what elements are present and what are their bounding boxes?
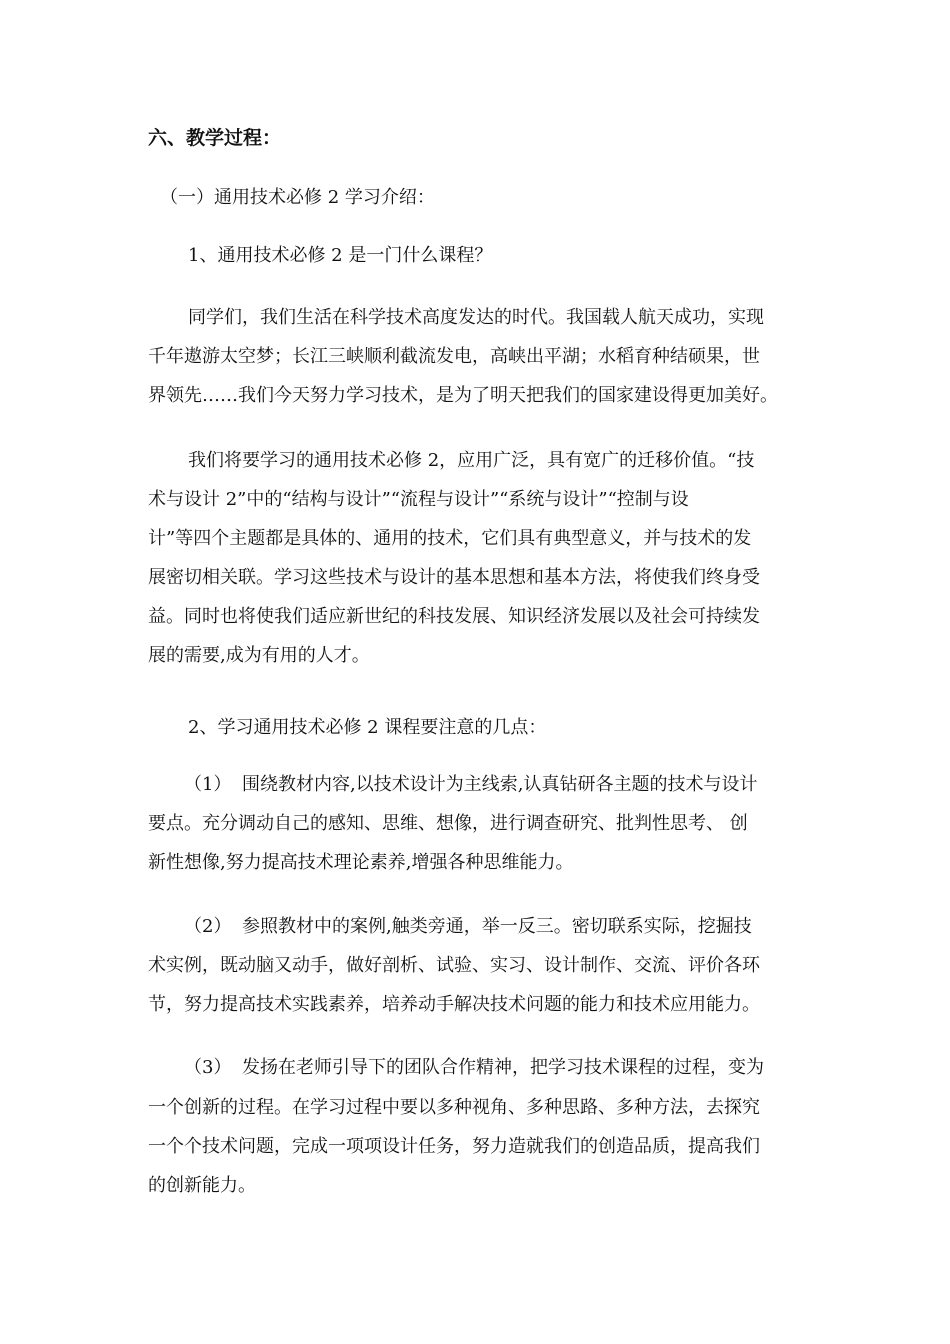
point-first-line [184,1056,844,1080]
point-line: 术实例，既动脑又动手，做好剖析、试验、实习、设计制作、交流、评价各环 [148,955,760,976]
point-line: 要点。充分调动自己的感知、思维、想像，进行调查研究、批判性思考、 创 [148,813,748,834]
subsection-title: （一）通用技术必修 2 学习介绍： [160,187,435,208]
point-number: （2） [184,916,232,937]
point-line: 新性想像,努力提高技术理论素养,增强各种思维能力。 [148,852,574,873]
point-first-line [184,773,844,797]
paragraph-line: 益。同时也将使我们适应新世纪的科技发展、知识经济发展以及社会可持续发 [148,606,760,627]
point-text: 参照教材中的案例,触类旁通，举一反三。密切联系实际，挖掘技 [242,916,752,937]
point-number: （3） [184,1057,232,1078]
point-first-line [184,915,844,939]
paragraph-line: 我们将要学习的通用技术必修 2，应用广泛，具有宽广的迁移价值。“技 [188,450,755,471]
point-number: （1） [184,774,232,795]
paragraph-line: 计”等四个主题都是具体的、通用的技术，它们具有典型意义，并与技术的发 [148,528,752,549]
paragraph-line: 界领先……我们今天努力学习技术，是为了明天把我们的国家建设得更加美好。 [148,385,778,406]
section-heading: 六、教学过程： [148,127,282,149]
point-line: 一个个技术问题，完成一项项设计任务，努力造就我们的创造品质，提高我们 [148,1136,760,1157]
paragraph-line: 同学们，我们生活在科学技术高度发达的时代。我国载人航天成功，实现 [188,307,764,328]
point-text: 发扬在老师引导下的团队合作精神，把学习技术课程的过程，变为 [242,1057,764,1078]
paragraph-line: 千年遨游太空梦；长江三峡顺利截流发电，高峡出平湖；水稻育种结硕果，世 [148,346,760,367]
point-text: 围绕教材内容,以技术设计为主线索,认真钻研各主题的技术与设计 [242,774,758,795]
paragraph-line: 术与设计 2”中的“结构与设计”“流程与设计”“系统与设计”“控制与设 [148,489,689,510]
point-line: 一个创新的过程。在学习过程中要以多种视角、多种思路、多种方法，去探究 [148,1097,760,1118]
paragraph-line: 展的需要,成为有用的人才。 [148,645,370,666]
point-line: 的创新能力。 [148,1175,256,1196]
question-1: 1、通用技术必修 2 是一门什么课程？ [188,245,493,266]
question-2: 2、学习通用技术必修 2 课程要注意的几点： [188,717,547,738]
paragraph-line: 展密切相关联。学习这些技术与设计的基本思想和基本方法，将使我们终身受 [148,567,760,588]
point-line: 节，努力提高技术实践素养，培养动手解决技术问题的能力和技术应用能力。 [148,994,760,1015]
